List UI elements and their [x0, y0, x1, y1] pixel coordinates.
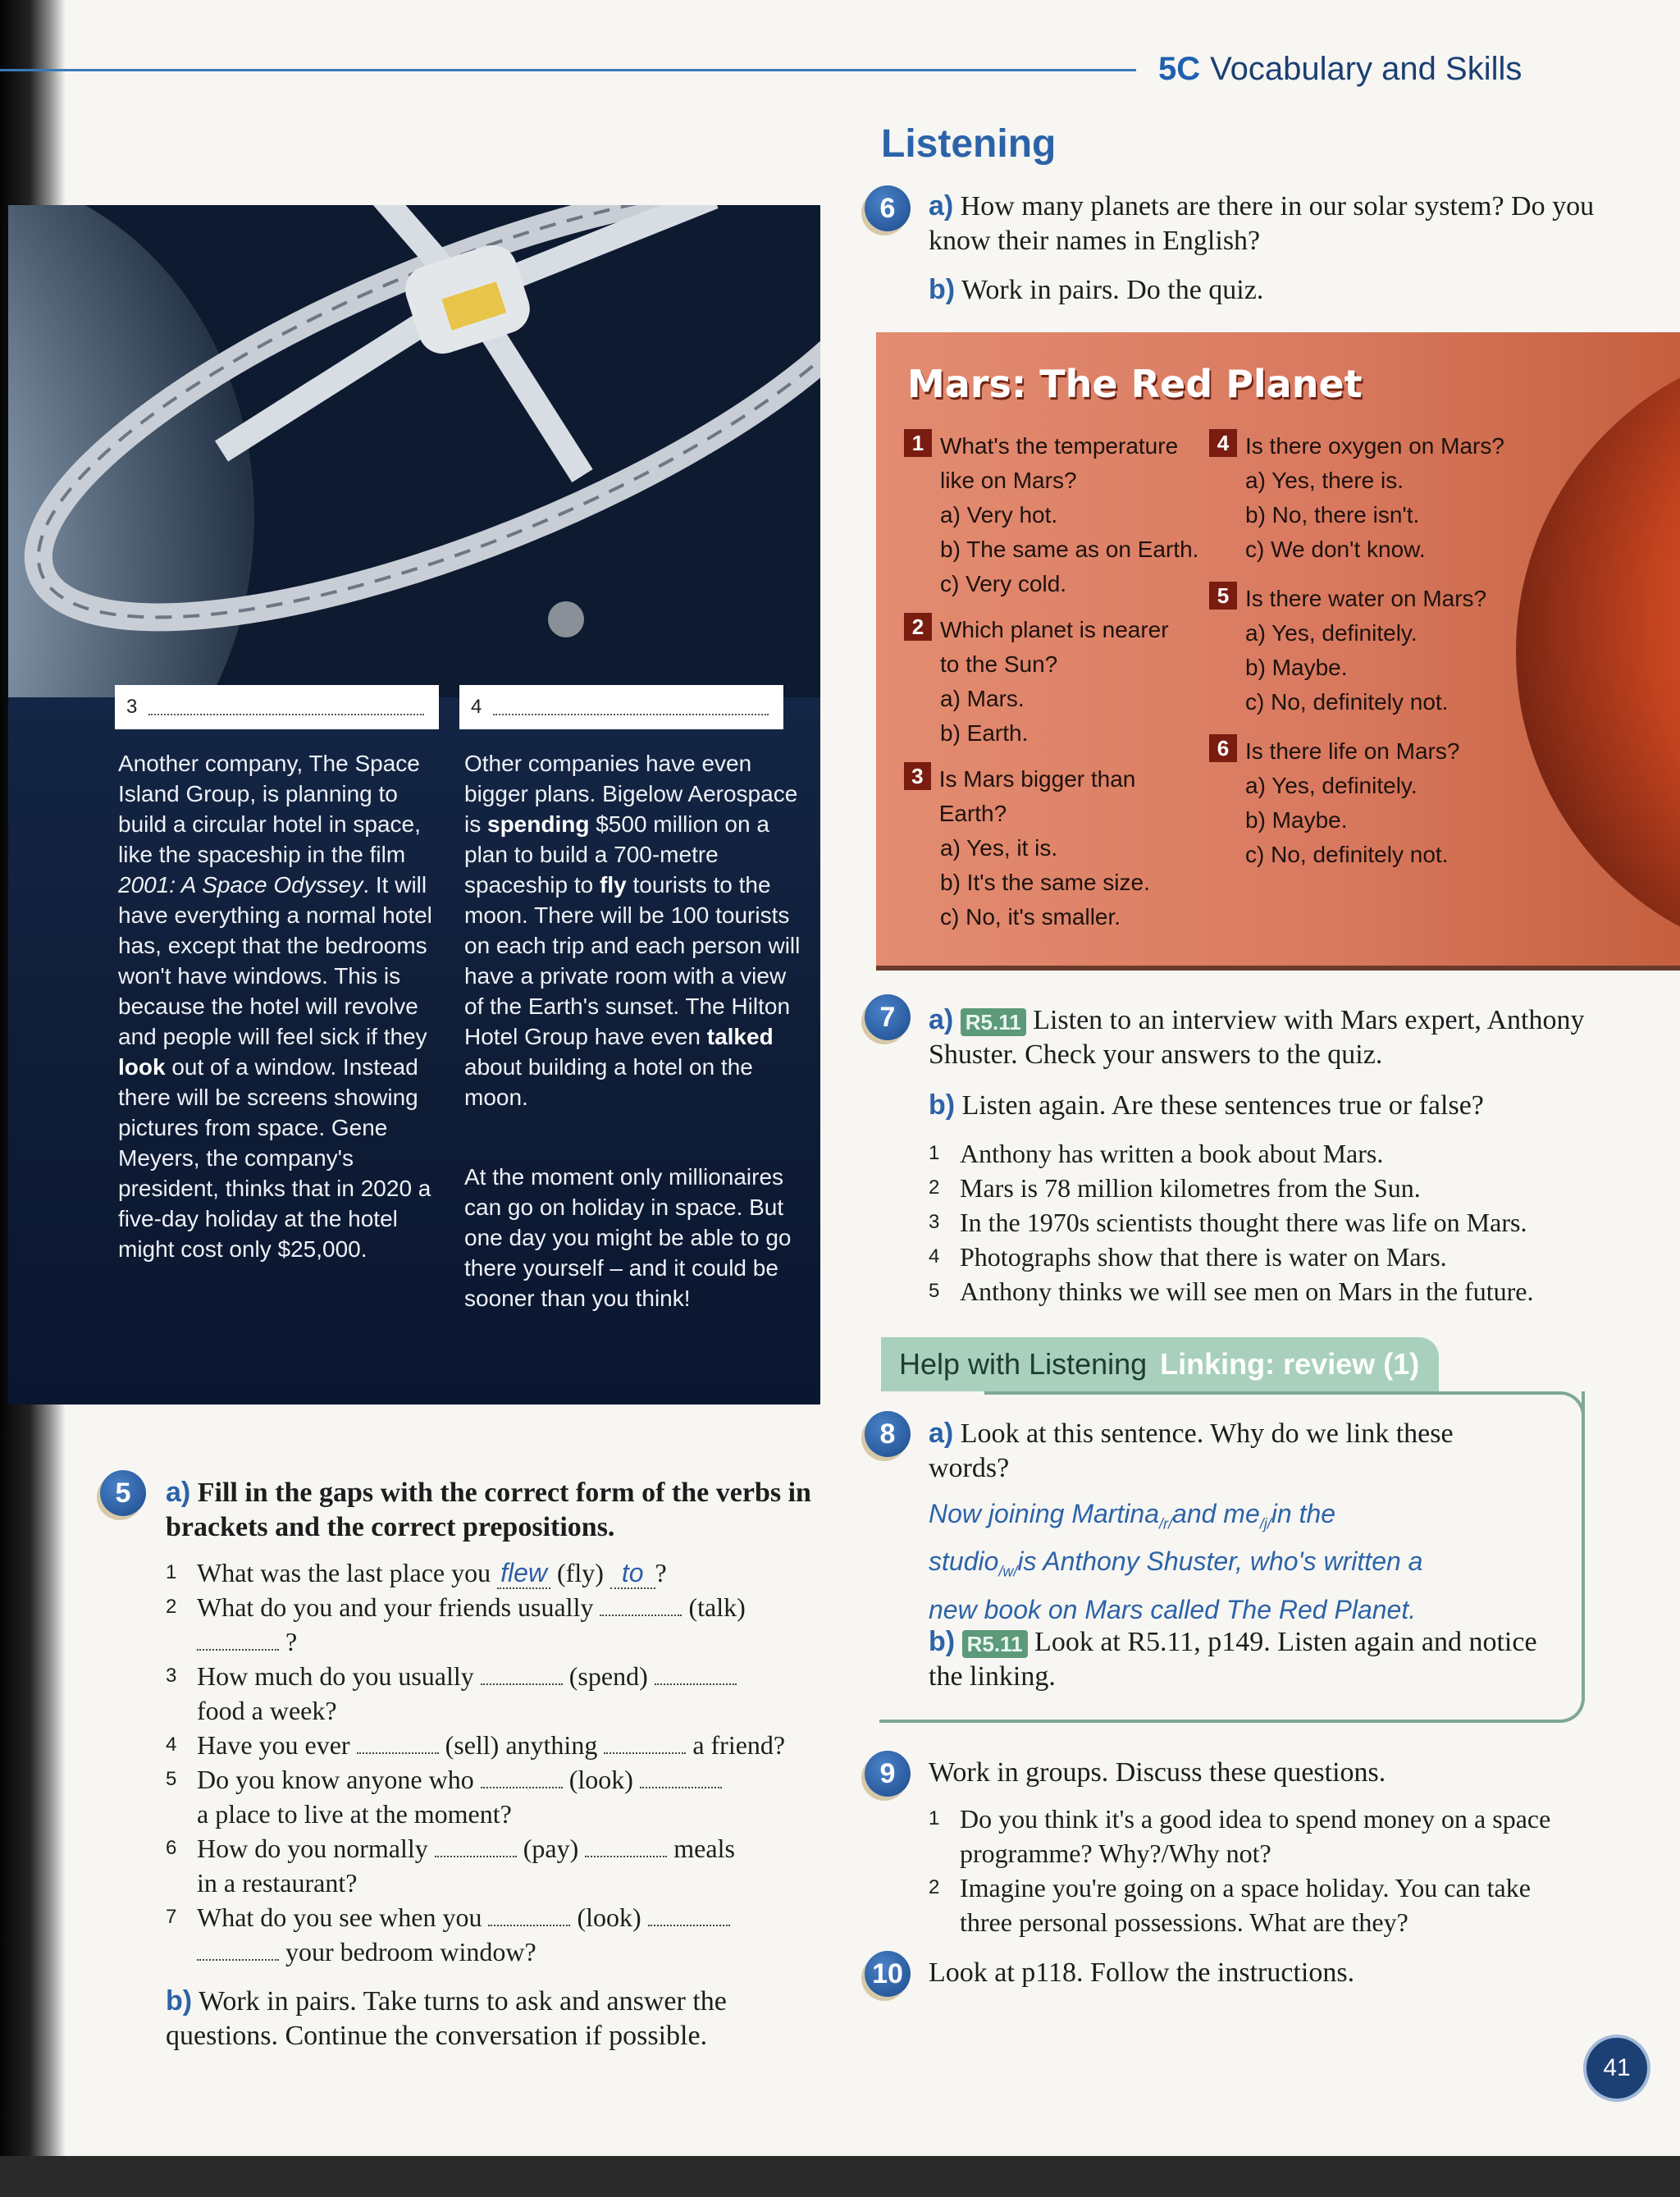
list-item: 7 What do you see when you (look) your bedroom window? — [166, 1900, 822, 1969]
answer-field[interactable]: flew — [497, 1558, 550, 1589]
quiz-option[interactable]: a) Yes, it is. — [940, 835, 1058, 861]
listening-heading: Listening — [881, 122, 1057, 166]
answer-field[interactable] — [197, 1938, 279, 1961]
exercise-8a-question: a) Look at this sentence. Why do we link these words? — [929, 1418, 1454, 1483]
answer-field[interactable] — [357, 1731, 439, 1754]
exercise-10-instruction: Look at p118. Follow the instructions. — [929, 1957, 1355, 1988]
quiz-question-3: 3 Is Mars bigger than Earth? a) Yes, it is. b) It's the same size. c) No, it's smaller. — [904, 762, 1199, 934]
exercise-10-badge: 10 — [865, 1951, 911, 1997]
quiz-option[interactable]: c) No, definitely not. — [1245, 689, 1449, 715]
exercise-5-list — [166, 1555, 822, 1969]
quiz-option[interactable]: b) It's the same size. — [940, 870, 1150, 895]
quiz-option[interactable]: a) Yes, definitely. — [1245, 620, 1418, 646]
unit-title: Vocabulary and Skills — [1210, 51, 1522, 87]
answer-field[interactable] — [604, 1731, 686, 1754]
exercise-6b-instruction: b) Work in pairs. Do the quiz. — [929, 274, 1264, 305]
heading-gap-3[interactable] — [115, 685, 439, 729]
answer-field[interactable] — [488, 1903, 570, 1926]
list-item: 5 Do you know anyone who (look) a place to live at the moment? — [166, 1762, 822, 1831]
quiz-question-6: 6 Is there life on Mars? a) Yes, definitely. b) Maybe. c) No, definitely not. — [1209, 734, 1521, 872]
page-number: 41 — [1583, 2035, 1650, 2102]
exercise-7b-instruction: b) Listen again. Are these sentences true or false? — [929, 1089, 1484, 1121]
gap-number: 4 — [471, 696, 482, 718]
exercise-9-instruction: Work in groups. Discuss these questions. — [929, 1757, 1386, 1788]
audio-track-tag[interactable]: R5.11 — [962, 1630, 1028, 1658]
quiz-option[interactable]: a) Yes, there is. — [1245, 468, 1404, 493]
quiz-option[interactable]: b) Earth. — [940, 720, 1029, 746]
mars-quiz-box — [876, 332, 1680, 966]
quiz-option[interactable]: c) No, it's smaller. — [940, 904, 1121, 930]
quiz-option[interactable]: b) No, there isn't. — [1245, 502, 1420, 528]
answer-field[interactable] — [655, 1662, 737, 1685]
quiz-option[interactable]: c) No, definitely not. — [1245, 842, 1449, 867]
answer-field[interactable] — [600, 1593, 682, 1616]
exercise-5b-instruction: b) Work in pairs. Take turns to ask and answer the questions. Continue the conversation if possible. — [166, 1985, 727, 2051]
space-station-illustration — [8, 205, 820, 697]
answer-field[interactable] — [481, 1662, 563, 1685]
article-paragraph-4: Other companies have even bigger plans. Bigelow Aerospace is spending $500 million on a plan to build a 700-metre spaceship to fly tourists to the moon. There will be 100 tourists on each trip and each person will have a private room with a view of the Earth's sunset. The Hilton Hotel Group have even talked about building a hotel on the moon. — [464, 751, 801, 1110]
linking-example-sentence: Now joining Martina$_{/r/}$and $me_{/j/}in$ the studio$_{/w/}$is Anthony Shuster, who's written a new book on Mars called The Red Planet. — [929, 1499, 1423, 1624]
exercise-7-badge: 7 — [865, 994, 911, 1040]
list-item: 1 What was the last place you flew (fly) to ? — [166, 1558, 667, 1587]
exercise-8b-instruction: b) R5.11 Look at R5.11, p149. Listen again and notice the linking. — [929, 1626, 1537, 1692]
exercise-9-list — [929, 1802, 1585, 1939]
exercise-6a-question: a) How many planets are there in our solar system? Do you know their names in English? — [929, 190, 1595, 256]
exercise-5a-instruction: a) Fill in the gaps with the correct form of the verbs in brackets and the correct prepositions. — [166, 1477, 811, 1542]
answer-field[interactable] — [481, 1765, 563, 1788]
list-item: 5 Anthony thinks we will see men on Mars in the future. — [929, 1277, 1534, 1306]
quiz-question-2: 2 Which planet is nearer to the Sun? a) Mars. b) Earth. — [904, 613, 1199, 751]
mars-planet-image — [1500, 332, 1680, 966]
answer-field[interactable] — [585, 1834, 667, 1857]
heading-gap-4[interactable] — [459, 685, 783, 729]
answer-field[interactable] — [435, 1834, 517, 1857]
quiz-question-1: 1 What's the temperature like on Mars? a) Very hot. b) The same as on Earth. c) Very cold. — [904, 429, 1199, 601]
page-bottom-edge — [0, 2156, 1680, 2197]
quiz-question-5: 5 Is there water on Mars? a) Yes, definitely. b) Maybe. c) No, definitely not. — [1209, 582, 1521, 719]
list-item: 2 Mars is 78 million kilometres from the Sun. — [929, 1173, 1421, 1203]
quiz-question-4: 4 Is there oxygen on Mars? a) Yes, there is. b) No, there isn't. c) We don't know. — [1209, 429, 1521, 567]
answer-field[interactable] — [197, 1628, 279, 1651]
list-item: 4 Have you ever (sell) anything a friend? — [166, 1730, 786, 1760]
answer-field[interactable] — [640, 1765, 722, 1788]
list-item: 6 How do you normally (pay) meals in a restaurant? — [166, 1834, 735, 1898]
exercise-7-list — [929, 1136, 1618, 1309]
list-item: 4 Photographs show that there is water on Mars. — [929, 1242, 1447, 1272]
article-paragraph-closing: At the moment only millionaires can go on holiday in space. But one day you might be able to go there yourself – and it could be sooner than you think! — [464, 1164, 792, 1311]
space-hotel-panel — [8, 205, 820, 1405]
list-item: 3 How much do you usually (spend) food a week? — [166, 1659, 822, 1728]
article-paragraph-3: Another company, The Space Island Group, is planning to build a circular hotel in space, like the spaceship in the film 2001: A Space Odyssey. It will have everything a normal hotel has, except that the bedrooms won't have windows. This is because the hotel will revolve and people will feel sick if they look out of a window. Instead there will be screens showing pictures from space. Gene Meyers, the company's president, thinks that in 2020 a five-day holiday at the hotel might cost only $25,000. — [118, 751, 432, 1262]
quiz-column-right — [1209, 429, 1521, 872]
page-header — [1158, 51, 1522, 88]
unit-label: 5C — [1158, 51, 1201, 87]
quiz-title: Mars: The Red Planet — [907, 362, 1363, 406]
exercise-9-badge: 9 — [865, 1751, 911, 1797]
quiz-option[interactable]: a) Yes, definitely. — [1245, 773, 1418, 798]
quiz-option[interactable]: c) We don't know. — [1245, 537, 1426, 562]
quiz-column-left — [904, 429, 1199, 934]
quiz-option[interactable]: a) Mars. — [940, 686, 1025, 711]
quiz-option[interactable]: b) Maybe. — [1245, 807, 1348, 833]
gap-number: 3 — [126, 696, 138, 718]
exercise-5-badge: 5 — [100, 1470, 146, 1516]
list-item: 3 In the 1970s scientists thought there was life on Mars. — [929, 1208, 1527, 1237]
exercise-7a-instruction: a) R5.11 Listen to an interview with Mars expert, Anthony Shuster. Check your answers to the quiz. — [929, 1004, 1585, 1070]
list-item: 1 Anthony has written a book about Mars. — [929, 1139, 1384, 1168]
answer-field[interactable]: to — [610, 1558, 655, 1589]
quiz-option[interactable]: b) Maybe. — [1245, 655, 1348, 680]
exercise-6-badge: 6 — [865, 185, 911, 231]
answer-field[interactable] — [648, 1903, 730, 1926]
audio-track-tag[interactable]: R5.11 — [961, 1008, 1026, 1036]
list-item: 2 What do you and your friends usually (talk) ? — [166, 1592, 746, 1656]
help-with-listening-tab: Help with Listening Linking: review (1) — [881, 1337, 1439, 1391]
quiz-option[interactable]: b) The same as on Earth. — [940, 537, 1199, 562]
list-item: 2 Imagine you're going on a space holiday. You can take three personal possessions. What are they? — [929, 1873, 1531, 1937]
quiz-option[interactable]: a) Very hot. — [940, 502, 1058, 528]
exercise-8-badge: 8 — [865, 1411, 911, 1457]
quiz-option[interactable]: c) Very cold. — [940, 571, 1067, 596]
header-rule — [0, 69, 1136, 71]
list-item: 1 Do you think it's a good idea to spend money on a space programme? Why?/Why not? — [929, 1804, 1551, 1868]
